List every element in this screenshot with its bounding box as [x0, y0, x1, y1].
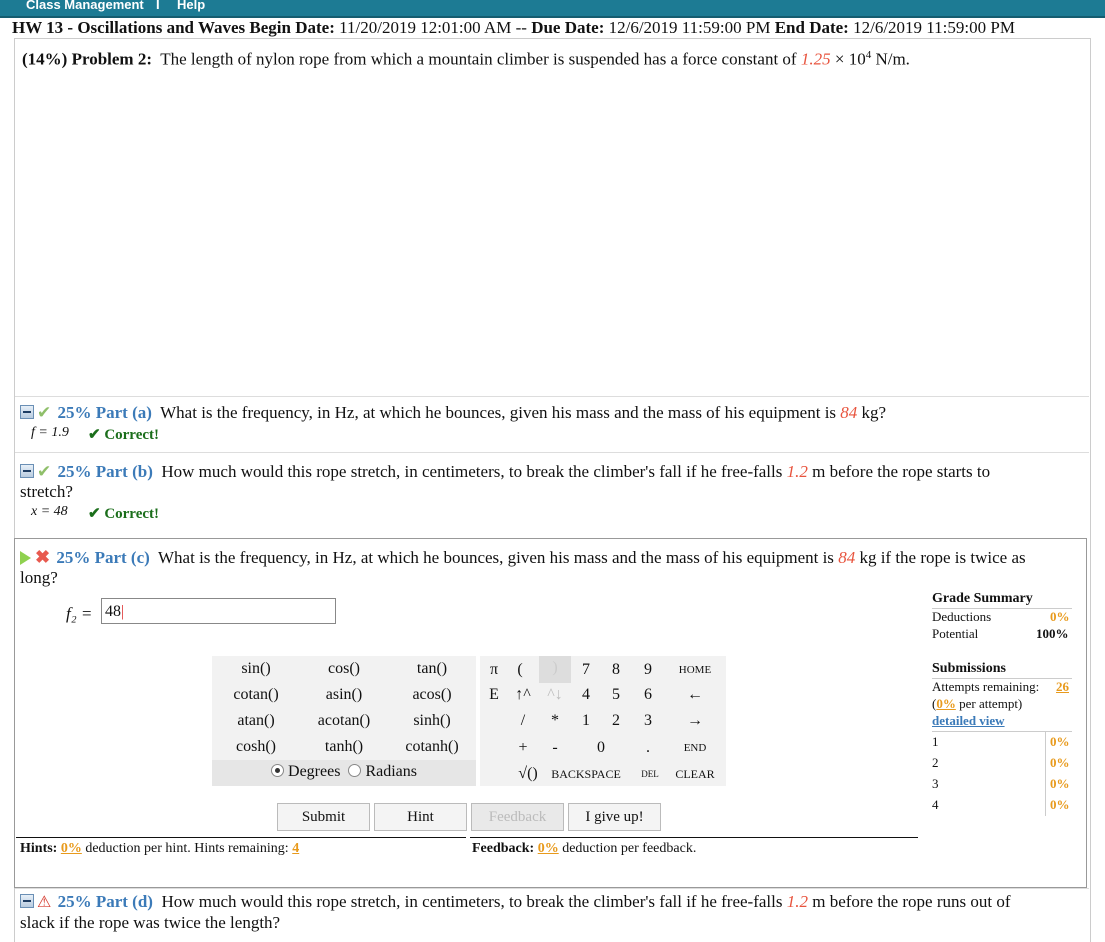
submission-number: 2	[932, 755, 939, 770]
collapse-icon[interactable]	[20, 894, 34, 908]
part-a	[20, 403, 886, 423]
force-constant-unit: N/m.	[875, 49, 910, 69]
hints-text: deduction per hint. Hints remaining:	[85, 841, 289, 856]
part-b-question: How much would this rope stretch, in centimeters, to break the climber's fall if he free-falls	[161, 462, 783, 481]
divider	[15, 452, 1089, 453]
part-a-status: ✔ Correct!	[88, 427, 160, 443]
function-key[interactable]: acos()	[388, 683, 476, 707]
part-b-percent: 25%	[57, 462, 92, 481]
function-key[interactable]: cotan()	[212, 683, 300, 707]
problem-label: Problem 2:	[71, 49, 152, 69]
power-exponent: 4	[865, 49, 872, 61]
feedback-text: deduction per feedback.	[562, 841, 697, 856]
clear-key[interactable]: CLEAR	[669, 762, 721, 786]
e-key[interactable]: E	[484, 683, 504, 707]
submissions-title: Submissions	[932, 661, 1006, 676]
radians-label: Radians	[365, 763, 417, 780]
divider	[15, 396, 1089, 397]
end-date-value: 12/6/2019 11:59:00 PM	[853, 18, 1015, 37]
text-cursor: |	[121, 603, 125, 620]
answer-variable-label: f₂ =	[66, 604, 93, 623]
date-separator: --	[515, 18, 527, 37]
right-paren-key[interactable]: )	[539, 656, 571, 684]
end-key[interactable]: END	[669, 736, 721, 760]
key-2[interactable]: 2	[606, 709, 626, 733]
submission-number: 3	[932, 776, 939, 791]
key-1[interactable]: 1	[576, 709, 596, 733]
fall-distance-value: 1.2	[786, 892, 808, 911]
submission-deduction: 0%	[1050, 797, 1070, 812]
power-up-key[interactable]: ↑^	[509, 683, 537, 707]
part-d-question: How much would this rope stretch, in centimeters, to break the climber's fall if he free-falls	[161, 892, 783, 911]
collapse-icon[interactable]	[20, 464, 34, 478]
part-b-question-line2: stretch?	[20, 482, 73, 501]
warning-icon: ⚠	[37, 894, 52, 911]
part-c-label: Part (c)	[94, 548, 150, 567]
part-d	[20, 892, 1080, 933]
per-attempt-pct: 0%	[936, 696, 956, 711]
problem-text: The length of nylon rope from which a mountain climber is suspended has a force constant of	[160, 49, 797, 69]
sqrt-key[interactable]: √()	[514, 762, 542, 786]
problem-weight: (14%)	[22, 49, 68, 69]
angle-mode-selector	[212, 760, 476, 786]
attempts-remaining-label: Attempts remaining:	[932, 679, 1040, 694]
submission-deduction: 0%	[1050, 755, 1070, 770]
hints-remaining: 4	[292, 841, 300, 856]
per-attempt-info: (0% per attempt)	[932, 696, 1023, 711]
mass-value: 84	[840, 403, 858, 422]
function-key[interactable]: tanh()	[300, 735, 388, 759]
part-b-status: ✔ Correct!	[88, 506, 160, 522]
part-c-percent: 25%	[56, 548, 91, 567]
potential-label: Potential	[932, 626, 979, 641]
help-link[interactable]: Help	[177, 0, 206, 12]
part-d-question-end: m before the rope runs out of	[812, 892, 1011, 911]
part-b	[20, 462, 1080, 502]
feedback-divider	[470, 837, 918, 838]
submit-button[interactable]: Submit	[277, 803, 370, 831]
submission-deduction: 0%	[1050, 776, 1070, 791]
part-d-question-line2: slack if the rope was twice the length?	[20, 913, 281, 932]
part-c-question-line2: long?	[20, 568, 58, 587]
degrees-label: Degrees	[288, 763, 341, 780]
key-7[interactable]: 7	[576, 658, 596, 682]
cursor-right-key[interactable]: →	[669, 709, 721, 733]
part-b-label: Part (b)	[95, 462, 153, 481]
feedback-label: Feedback:	[472, 841, 535, 856]
decimal-key[interactable]: .	[637, 736, 659, 760]
plus-key[interactable]: +	[509, 736, 537, 760]
part-b-answer: x = 48	[31, 504, 68, 519]
divide-key[interactable]: /	[509, 709, 537, 733]
minus-key[interactable]: -	[539, 736, 571, 760]
per-attempt-text: per attempt)	[959, 696, 1023, 711]
key-4[interactable]: 4	[576, 683, 596, 707]
key-6[interactable]: 6	[637, 683, 659, 707]
feedback-info	[472, 841, 696, 857]
detailed-view-link[interactable]: detailed view	[932, 713, 1005, 728]
part-a-question-end: kg?	[861, 403, 887, 422]
submission-number: 1	[932, 734, 939, 749]
delete-key[interactable]: DEL	[637, 762, 663, 786]
give-up-button[interactable]: I give up!	[568, 803, 661, 831]
feedback-deduction: 0%	[537, 841, 559, 856]
mass-value: 84	[838, 548, 856, 567]
hint-deduction: 0%	[60, 841, 82, 856]
force-constant-value: 1.25	[800, 49, 831, 69]
fall-distance-value: 1.2	[786, 462, 808, 481]
problem-statement	[22, 49, 910, 70]
left-paren-key[interactable]: (	[509, 658, 531, 682]
deductions-value: 0%	[1050, 609, 1070, 624]
home-key[interactable]: HOME	[669, 658, 721, 682]
multiply-key[interactable]: *	[539, 709, 571, 733]
part-a-label: Part (a)	[95, 403, 152, 422]
part-d-percent: 25%	[57, 892, 92, 911]
potential-value: 100%	[1036, 626, 1069, 641]
function-key[interactable]: asin()	[300, 683, 388, 707]
function-key[interactable]: acotan()	[300, 709, 388, 733]
function-key[interactable]: sinh()	[388, 709, 476, 733]
backspace-key[interactable]: BACKSPACE	[547, 762, 625, 786]
feedback-button[interactable]: Feedback	[471, 803, 564, 831]
begin-date-value: 11/20/2019 12:01:00 AM	[339, 18, 512, 37]
due-date-label: Due Date:	[531, 18, 605, 37]
degrees-radio[interactable]	[271, 764, 284, 777]
key-5[interactable]: 5	[606, 683, 626, 707]
hints-info	[20, 841, 299, 857]
function-key[interactable]: tan()	[388, 657, 476, 681]
key-3[interactable]: 3	[637, 709, 659, 733]
attempts-remaining-value: 26	[1056, 679, 1069, 694]
part-b-question-end: m before the rope starts to	[812, 462, 991, 481]
power-base: 10	[848, 49, 866, 69]
part-c-question-end: kg if the rope is twice as	[859, 548, 1026, 567]
begin-date-label: Begin Date:	[249, 18, 335, 37]
divider	[15, 888, 1089, 889]
answer-input-value: 48	[105, 603, 121, 620]
deductions-label: Deductions	[932, 609, 992, 624]
part-a-percent: 25%	[57, 403, 92, 422]
function-key[interactable]: atan()	[212, 709, 300, 733]
function-key[interactable]: cotanh()	[388, 735, 476, 759]
function-key[interactable]: cos()	[300, 657, 388, 681]
part-a-question: What is the frequency, in Hz, at which he bounces, given his mass and the mass of his equipment is	[160, 403, 837, 422]
radians-radio[interactable]	[348, 764, 361, 777]
answer-input[interactable]	[101, 598, 336, 624]
cursor-left-key[interactable]: ←	[669, 683, 721, 707]
assignment-title: HW 13 - Oscillations and Waves	[12, 18, 246, 37]
part-c-question: What is the frequency, in Hz, at which he bounces, given his mass and the mass of his equipment is	[158, 548, 834, 567]
expand-arrow-icon[interactable]	[20, 551, 31, 565]
end-date-label: End Date:	[774, 18, 849, 37]
part-d-label: Part (d)	[95, 892, 153, 911]
hint-button[interactable]: Hint	[374, 803, 467, 831]
top-nav-bar	[0, 0, 1105, 18]
function-key[interactable]: sin()	[212, 657, 300, 681]
hints-label: Hints:	[20, 841, 58, 856]
class-management-link[interactable]: Class Management	[26, 0, 144, 12]
key-0[interactable]: 0	[576, 736, 626, 760]
incorrect-x-icon: ✖	[35, 547, 51, 567]
function-key[interactable]: cosh()	[212, 735, 300, 759]
assignment-header	[12, 18, 1015, 38]
checkmark-icon: ✔	[37, 403, 52, 422]
checkmark-icon: ✔	[37, 462, 52, 481]
part-c	[20, 547, 1080, 588]
pi-key[interactable]: π	[484, 658, 504, 682]
times-symbol: ×	[834, 49, 845, 69]
hints-divider	[16, 837, 466, 838]
key-9[interactable]: 9	[637, 658, 659, 682]
nav-separator: I	[156, 0, 160, 12]
key-8[interactable]: 8	[606, 658, 626, 682]
due-date-value: 12/6/2019 11:59:00 PM	[608, 18, 771, 37]
grade-summary-title: Grade Summary	[932, 591, 1033, 606]
power-down-key[interactable]: ^↓	[539, 683, 571, 707]
part-a-answer: f = 1.9	[31, 425, 69, 440]
collapse-icon[interactable]	[20, 405, 34, 419]
submission-number: 4	[932, 797, 939, 812]
submission-deduction: 0%	[1050, 734, 1070, 749]
